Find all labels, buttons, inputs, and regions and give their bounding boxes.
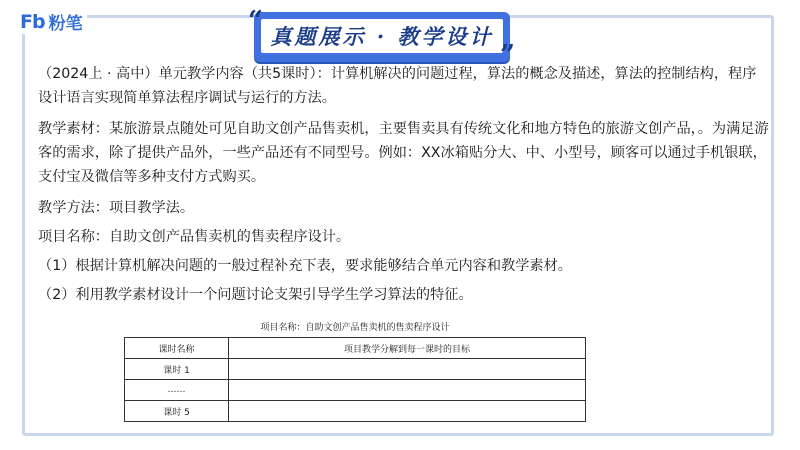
lesson-table	[124, 337, 586, 422]
quote-right-mark: ”	[500, 40, 515, 70]
task2-paragraph: （2）利用教学素材设计一个问题讨论支架引导学生学习算法的特征。	[38, 287, 473, 303]
intro-paragraph: （2024上 · 高中）单元教学内容（共5课时）：计算机解决的问题过程，算法的概念及描述，算法的控制结构，程序设计语言实现简单算法程序调试与运行的方法。	[38, 66, 757, 106]
header-lesson-name: 课时名称	[125, 338, 229, 359]
banner-title: 真题展示 · 教学设计	[270, 24, 494, 49]
table-row	[125, 359, 586, 380]
header-lesson-goal: 项目教学分解到每一课时的目标	[229, 338, 586, 359]
lesson-name-cell: ……	[125, 380, 229, 401]
quote-left-mark: “	[248, 6, 263, 36]
materials-paragraph: 教学素材：某旅游景点随处可见自助文创产品售卖机，主要售卖具有传统文化和地方特色的旅游文创产品，。为满足游客的需求，除了提供产品外，一些产品还有不同型号。例如：XX冰箱贴分大、中、小型号，顾客可以通过手机银联，支付宝及微信等多种支付方式购买。	[38, 121, 769, 185]
logo-text: 粉笔	[48, 14, 83, 34]
brand-logo	[16, 9, 87, 34]
lesson-name-cell: 课时 1	[125, 359, 229, 380]
table-caption: 项目名称：自助文创产品售卖机的售卖程序设计	[260, 323, 450, 333]
title-banner-inner	[261, 19, 503, 53]
method-paragraph: 教学方法：项目教学法。	[38, 200, 195, 216]
lesson-goal-cell	[229, 359, 586, 380]
lesson-name-cell: 课时 5	[125, 401, 229, 422]
content-body	[38, 62, 770, 312]
table-row	[125, 401, 586, 422]
table-row	[125, 380, 586, 401]
lesson-goal-cell	[229, 380, 586, 401]
project-paragraph: 项目名称：自助文创产品售卖机的售卖程序设计。	[38, 229, 351, 245]
table-header-row	[125, 338, 586, 359]
lesson-goal-cell	[229, 401, 586, 422]
title-banner	[254, 12, 510, 62]
task1-paragraph: （1）根据计算机解决问题的一般过程补充下表，要求能够结合单元内容和教学素材。	[38, 258, 572, 274]
logo-mark: Fb	[20, 10, 45, 33]
